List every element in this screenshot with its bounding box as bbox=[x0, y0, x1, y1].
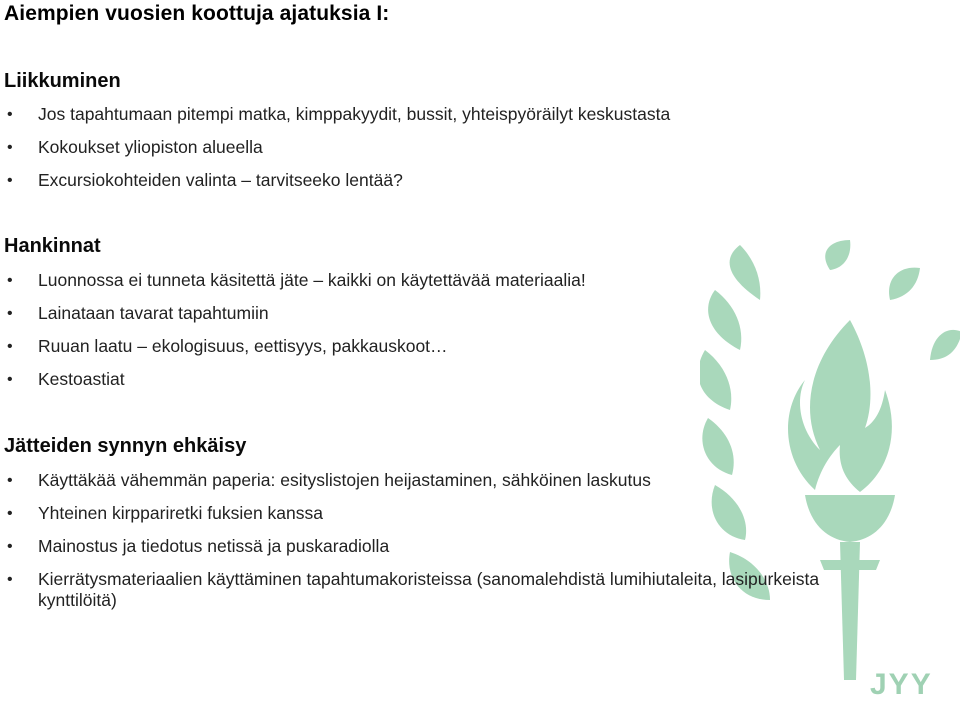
section-heading-hankinnat: Hankinnat bbox=[4, 235, 101, 257]
list-item: • Yhteinen kirppariretki fuksien kanssa bbox=[0, 503, 940, 524]
section-heading-liikkuminen: Liikkuminen bbox=[4, 70, 121, 92]
bullet-list-liikkuminen bbox=[0, 104, 940, 191]
brand-logo: JYY bbox=[870, 668, 933, 701]
list-item: • Jos tapahtumaan pitempi matka, kimppakyydit, bussit, yhteispyöräilyt keskustasta bbox=[0, 104, 940, 125]
list-item: • Käyttäkää vähemmän paperia: esityslistojen heijastaminen, sähköinen laskutus bbox=[0, 470, 940, 491]
list-item: • Excursiokohteiden valinta – tarvitseeko lentää? bbox=[0, 170, 940, 191]
page-title: Aiempien vuosien koottuja ajatuksia I: bbox=[4, 2, 390, 25]
list-item: • Kierrätysmateriaalien käyttäminen tapahtumakoristeissa (sanomalehdistä lumihiutaleita, lasipurkeista kynttilöitä) bbox=[0, 569, 898, 611]
section-heading-jatteiden-synnyn-ehkaisy: Jätteiden synnyn ehkäisy bbox=[4, 435, 247, 457]
bullet-list-hankinnat bbox=[0, 270, 940, 390]
bullet-list-jatteiden-synnyn-ehkaisy bbox=[0, 470, 940, 611]
list-item: • Kestoastiat bbox=[0, 369, 940, 390]
list-item: • Ruuan laatu – ekologisuus, eettisyys, pakkauskoot… bbox=[0, 336, 940, 357]
list-item: • Luonnossa ei tunneta käsitettä jäte – kaikki on käytettävää materiaalia! bbox=[0, 270, 940, 291]
list-item: • Mainostus ja tiedotus netissä ja puskaradiolla bbox=[0, 536, 940, 557]
list-item: • Kokoukset yliopiston alueella bbox=[0, 137, 940, 158]
list-item: • Lainataan tavarat tapahtumiin bbox=[0, 303, 940, 324]
